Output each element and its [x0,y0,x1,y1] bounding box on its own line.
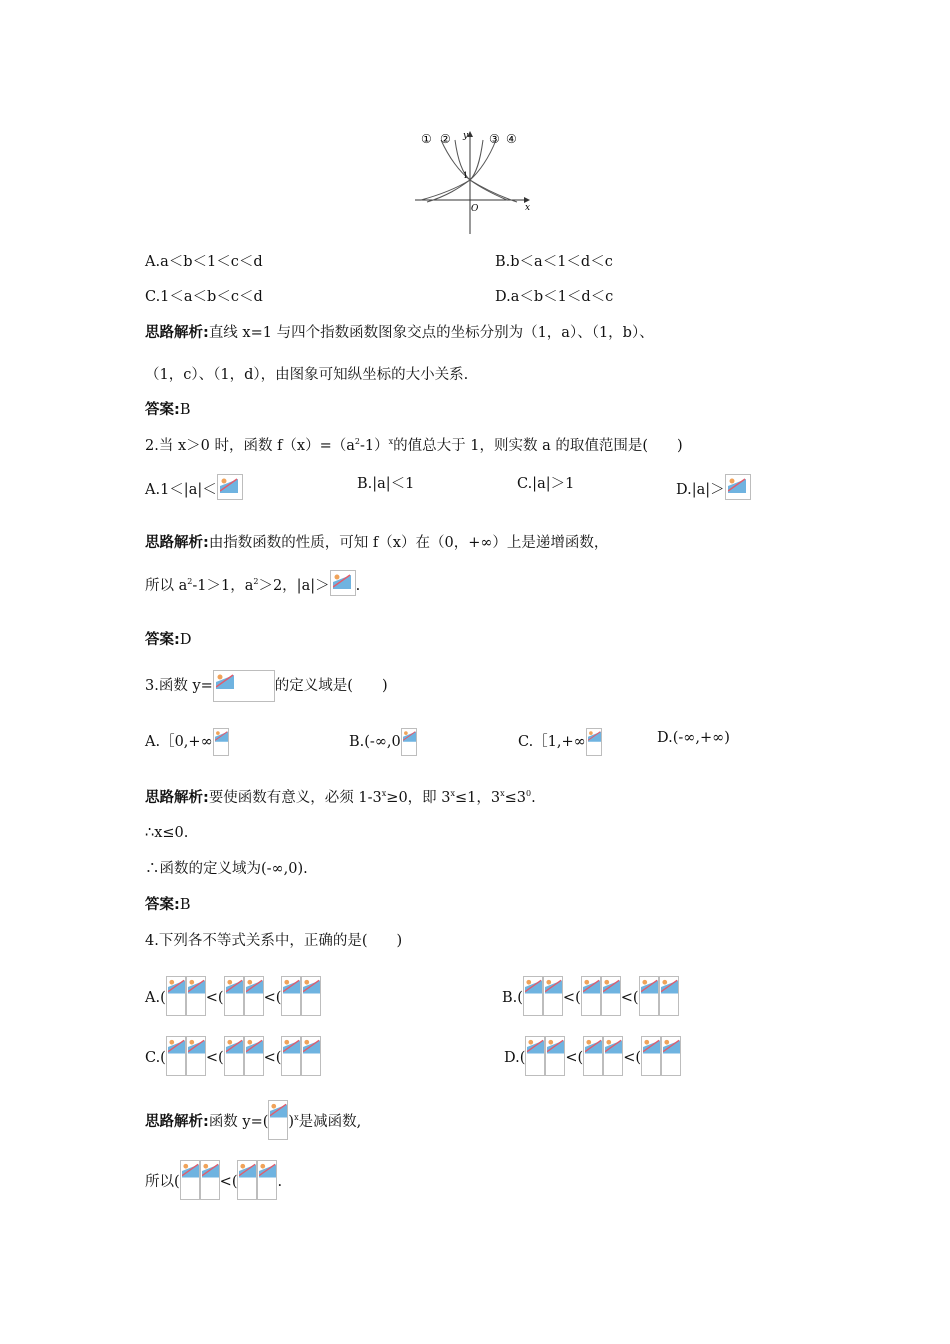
formula-image [401,728,417,756]
curve-label-1: ① [421,132,432,146]
formula-image [603,1036,623,1076]
formula-image [586,728,602,756]
formula-image [257,1160,277,1200]
formula-image [268,1100,288,1140]
q1-analysis-line2: （1，c）、（1，d），由图象可知纵坐标的大小关系. [145,367,469,383]
formula-image [244,976,264,1016]
curve-label-4: ④ [506,132,517,146]
q4-option-a: A.( <( <( [145,976,321,1016]
formula-image [523,976,543,1016]
formula-image [659,976,679,1016]
analysis-label: 思路解析: [145,325,209,341]
q2-option-b: B.|a|＜1 [357,476,415,492]
formula-image [224,1036,244,1076]
q2-answer: 答案:D [145,632,192,648]
formula-image [641,1036,661,1076]
q1-option-a: A.a＜b＜1＜c＜d [145,254,263,270]
q3-therefore-1: ∴x≤0. [145,825,189,841]
q3-option-d: D.(-∞,+∞) [657,730,730,746]
q4-option-d: D.( <( <( [504,1036,681,1076]
q1-answer: 答案:B [145,402,191,418]
formula-image [166,1036,186,1076]
q4-stem: 4.下列各不等式关系中，正确的是( ) [145,933,403,949]
formula-image [581,976,601,1016]
formula-image [244,1036,264,1076]
formula-image [224,976,244,1016]
formula-image [213,670,275,702]
formula-image [237,1160,257,1200]
formula-image [525,1036,545,1076]
curve-label-3: ③ [489,132,500,146]
formula-image [166,976,186,1016]
one-label: 1 [463,171,469,180]
q3-option-b: B.(-∞,0 [349,728,417,756]
formula-image [213,728,229,756]
formula-image [301,976,321,1016]
curve-label-2: ② [440,132,451,146]
q2-option-a: A.1＜|a|＜ [145,474,243,500]
formula-image [545,1036,565,1076]
q4-option-b: B.( <( <( [502,976,679,1016]
formula-image [301,1036,321,1076]
formula-image [186,976,206,1016]
formula-image [200,1160,220,1200]
formula-image [281,1036,301,1076]
formula-image [543,976,563,1016]
q2-stem: 2.当 x＞0 时，函数 $f(x)=(a^2-1)^x$的值总大于 1，则实数 a 的取值范围是( ) [145,437,683,454]
formula-image [725,474,751,500]
q1-option-d: D.a＜b＜1＜d＜c [495,289,614,305]
q1-analysis: 思路解析:直线 x=1 与四个指数函数图象交点的坐标分别为（1，a）、（1，b）、 [145,325,654,341]
q4-analysis: 思路解析:函数 y=( )$^x$是减函数, [145,1100,361,1140]
formula-image [661,1036,681,1076]
q3-therefore-2: ∴函数的定义域为(-∞,0). [145,861,308,877]
origin-label: O [471,204,479,214]
q2-analysis-line2: 所以 $a^2-1>1$，$a^2>2$，|a|＞ . [145,570,360,596]
formula-image [217,474,243,500]
formula-image [180,1160,200,1200]
q1-option-c: C.1＜a＜b＜c＜d [145,289,263,305]
q4-analysis-line2: 所以( <( . [145,1160,282,1200]
x-axis-label: x [525,203,531,213]
q2-option-d: D.|a|＞ [676,474,751,500]
q3-option-a: A.［0,+∞ [145,728,229,756]
q2-analysis: 思路解析:由指数函数的性质，可知 f（x）在（0，+∞）上是递增函数， [145,535,609,551]
formula-image [186,1036,206,1076]
q1-option-b: B.b＜a＜1＜d＜c [495,254,613,270]
formula-image [583,1036,603,1076]
q3-option-c: C.［1,+∞ [518,728,602,756]
q3-answer: 答案:B [145,897,191,913]
q3-analysis: 思路解析:要使函数有意义，必须 $1-3^x\ge 0$，即 $3^x\le 1$，$3^x\le 3^0$. [145,789,536,806]
formula-image [330,570,356,596]
formula-image [639,976,659,1016]
exponential-functions-graph [413,128,533,236]
q2-option-c: C.|a|＞1 [517,476,575,492]
formula-image [281,976,301,1016]
q3-stem: 3.函数 y= 的定义域是( ) [145,670,388,702]
q4-option-c: C.( <( <( [145,1036,321,1076]
formula-image [601,976,621,1016]
y-axis-label: y [463,131,469,141]
